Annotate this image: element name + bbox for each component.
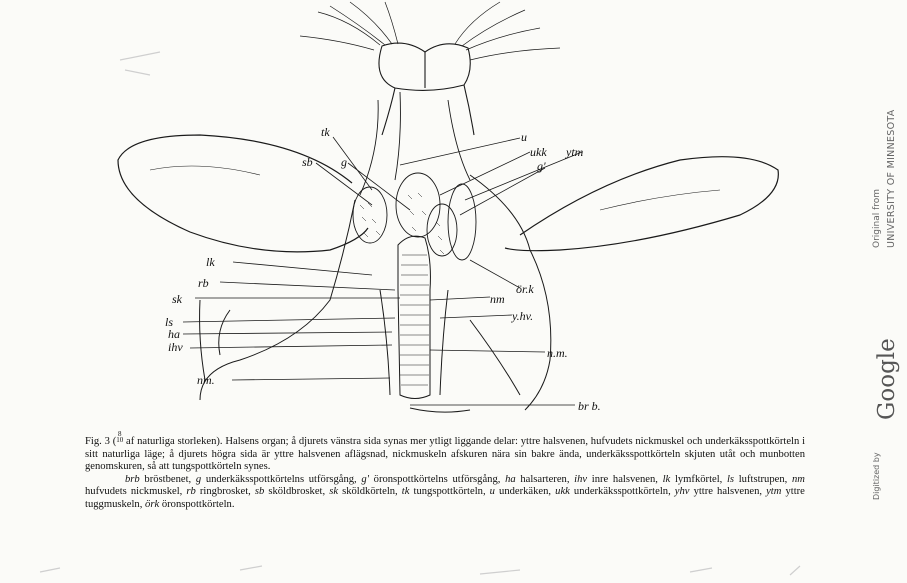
label-nm-left: nm. — [197, 373, 215, 387]
legend-text: inre halsvenen, — [591, 473, 658, 485]
scale-denominator: 10 — [116, 436, 124, 444]
side-credit — [868, 108, 907, 248]
leader-lines — [183, 137, 582, 405]
caption-fig-label: Fig. 3 — [85, 436, 110, 447]
legend-entry — [361, 474, 500, 485]
side-credit-line1: Original from — [872, 188, 882, 248]
legend-entry — [402, 486, 486, 497]
caption-main-text: Halsens organ; å djurets vänstra sida synas mer ytligt liggande delar: yttre halsvenen, hufvudets nickmuskel och underkäksspottkörteln i sitt naturliga läge; å djurets högra sida är yttre halsvenen aflägsnad, nickmuskeln afskuren nära sin bakre ända, underkäksspottkörteln skjuten utåt och munbotten genomskuren, så att tungspottkörteln synes. — [85, 436, 806, 473]
label-g: g — [341, 155, 347, 169]
legend-abbr: brb — [125, 473, 140, 485]
legend-text: lymfkörtel, — [674, 473, 723, 485]
legend-abbr: g — [195, 473, 202, 485]
legend-entry — [727, 474, 787, 485]
label-ls: ls — [165, 315, 174, 329]
label-ihv: ihv — [168, 340, 183, 354]
scale-numerator: 8 — [117, 430, 122, 438]
label-nm-right: nm — [490, 292, 505, 306]
label-brb: br b. — [578, 399, 601, 413]
label-lk: lk — [206, 255, 215, 269]
label-u: u — [521, 130, 527, 144]
legend-text: öronspottkörteln. — [161, 498, 235, 510]
legend-abbr: ls — [726, 473, 735, 485]
label-sb: sb — [302, 155, 313, 169]
label-yhv: y.hv. — [512, 309, 534, 323]
legend-abbr: yhv — [674, 486, 690, 498]
legend-abbr: u — [489, 486, 495, 498]
legend-text: underkäken, — [499, 486, 552, 498]
legend-abbr: rb — [186, 486, 196, 498]
label-ytm: ytm — [566, 145, 584, 159]
legend-text: öronspottkörtelns utförsgång, — [373, 473, 501, 485]
legend-text: sköldbrosket, — [268, 486, 326, 498]
label-rb: rb — [198, 276, 209, 290]
legend-entry — [125, 474, 191, 485]
legend-text: underkäksspottkörteln, — [573, 486, 671, 498]
legend-text: halsarteren, — [520, 473, 570, 485]
caption-scale-fraction — [116, 431, 123, 443]
legend-abbr: örk — [145, 498, 160, 510]
caption-main-paragraph: Fig. 3 (8 10 af naturliga storleken). Halsens organ; å djurets vänstra sida synas mer ytligt liggande delar: yttre halsvenen, hufvudets nickmuskel och underkäksspottkörteln i sitt naturliga läge; å djurets högra sida är yttre halsvenen aflägsnad, nickmuskeln afskuren nära sin bakre ända, underkäksspottkörteln skjuten utåt och munbotten genomskuren, så att tungspottkörteln synes. — [85, 430, 806, 473]
legend-entry — [196, 474, 357, 485]
legend-abbr: sk — [329, 486, 339, 498]
left-ear — [118, 135, 368, 252]
legend-abbr: lk — [662, 473, 671, 485]
glands — [353, 92, 476, 260]
legend-entry — [145, 499, 234, 510]
legend-entry — [505, 474, 569, 485]
legend-abbr: sb — [254, 486, 265, 498]
left-ear-vein — [150, 166, 260, 175]
label-g-prime: g' — [537, 159, 546, 173]
figure-caption — [85, 431, 805, 512]
legend-text: bröstbenet, — [144, 473, 192, 485]
legend-entry — [186, 486, 250, 497]
legend-abbr: ytm — [766, 486, 782, 498]
google-badge — [864, 340, 904, 500]
legend-entry — [555, 486, 671, 497]
legend-text: yttre tuggmuskeln, — [85, 486, 805, 510]
legend-entry — [329, 486, 398, 497]
label-ork: ör.k — [516, 282, 534, 296]
legend-abbr: ihv — [574, 473, 588, 485]
label-sk: sk — [172, 292, 182, 306]
label-nm-lower: n.m. — [547, 346, 568, 360]
legend-entry — [490, 486, 551, 497]
legend-text: hufvudets nickmuskel, — [85, 486, 183, 498]
whiskers — [300, 2, 560, 60]
google-badge-prefix: Digitized by — [872, 452, 881, 500]
legend-text: underkäksspottkörtelns utförsgång, — [205, 473, 357, 485]
trachea — [380, 236, 448, 398]
legend-abbr: ha — [505, 473, 516, 485]
label-tk: tk — [321, 125, 330, 139]
legend-text: tungspottkörteln, — [413, 486, 486, 498]
legend-entry — [574, 474, 658, 485]
right-ear-vein — [600, 190, 720, 210]
label-ukk: ukk — [530, 145, 547, 159]
label-ha: ha — [168, 327, 180, 341]
legend-entry — [255, 486, 325, 497]
side-credit-line2: UNIVERSITY OF MINNESOTA — [886, 109, 897, 248]
legend-text: luftstrupen, — [738, 473, 788, 485]
google-logo: Google — [874, 338, 900, 420]
legend-abbr: ukk — [555, 486, 570, 498]
caption-scale-suffix: af naturliga storleken). — [126, 436, 223, 447]
head — [379, 43, 474, 135]
legend-entry — [663, 474, 723, 485]
legend-text: sköldkörteln, — [342, 486, 398, 498]
legend-entry — [675, 486, 762, 497]
legend-text: ringbrosket, — [199, 486, 251, 498]
right-ear — [505, 157, 778, 251]
legend-text: yttre halsvenen, — [693, 486, 763, 498]
legend-abbr: nm — [791, 473, 805, 485]
legend-abbr: tk — [401, 486, 410, 498]
legend-abbr: g' — [361, 473, 369, 485]
caption-legend — [85, 474, 805, 512]
